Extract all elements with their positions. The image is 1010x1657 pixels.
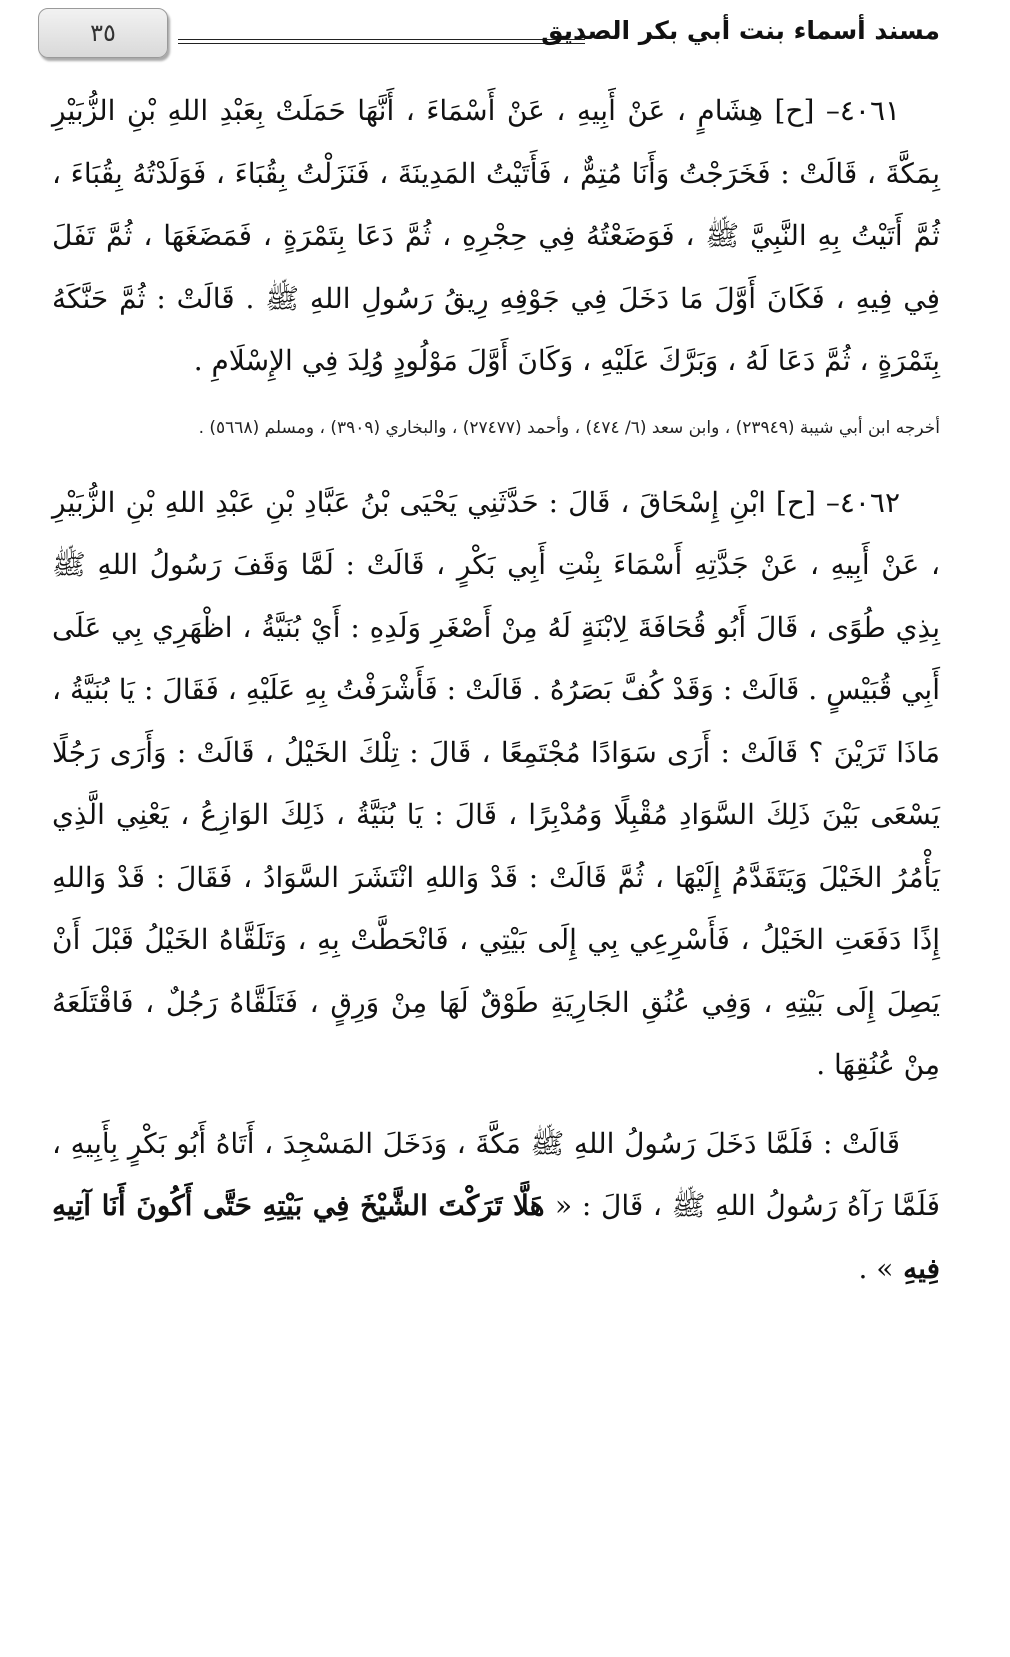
running-title: مسند أسماء بنت أبي بكر الصديق bbox=[541, 16, 940, 45]
page-header bbox=[38, 6, 940, 58]
hadith-number: ٤٠٦١ bbox=[839, 94, 901, 127]
paragraph-gap bbox=[52, 1097, 940, 1113]
hadith-text: – [ح] ابْنِ إِسْحَاقَ ، قَالَ : حَدَّثَنِي يَحْيَى بْنُ عَبَّادِ بْنِ عَبْدِ اللهِ بْنِ الزُّبَيْرِ ، عَنْ أَبِيهِ ، عَنْ جَدَّتِهِ أَسْمَاءَ بِنْتِ أَبِي بَكْرٍ ، قَالَتْ : لَمَّا وَقَفَ رَسُولُ اللهِ ﷺ بِذِي طُوًى ، قَالَ أَبُو قُحَافَةَ لِابْنَةٍ لَهُ مِنْ أَصْغَرِ وَلَدِهِ : أَيْ بُنَيَّةُ ، اظْهَرِي بِي عَلَى أَبِي قُبَيْسٍ . قَالَتْ : وَقَدْ كُفَّ بَصَرُهُ . قَالَتْ : فَأَشْرَفْتُ بِهِ عَلَيْهِ ، فَقَالَ : يَا بُنَيَّةُ ، مَاذَا تَرَيْنَ ؟ قَالَتْ : أَرَى سَوَادًا مُجْتَمِعًا ، قَالَ : تِلْكَ الخَيْلُ ، قَالَتْ : وَأَرَى رَجُلًا يَسْعَى بَيْنَ ذَلِكَ السَّوَادِ مُقْبِلًا وَمُدْبِرًا ، قَالَ : يَا بُنَيَّةُ ، ذَلِكَ الوَازِعُ ، يَعْنِي الَّذِي يَأْمُرُ الخَيْلَ وَيَتَقَدَّمُ إِلَيْهَا ، ثُمَّ قَالَتْ : قَدْ وَاللهِ انْتَشَرَ السَّوَادُ ، فَقَالَ : قَدْ وَاللهِ إِذًا دَفَعَتِ الخَيْلُ ، فَأَسْرِعِي بِي إِلَى بَيْتِي ، فَانْحَطَّتْ بِهِ ، وَتَلَقَّاهُ الخَيْلُ قَبْلَ أَنْ يَصِلَ إِلَى بَيْتِهِ ، وَفِي عُنُقِ الجَارِيَةِ طَوْقٌ لَهَا مِنْ وَرِقٍ ، فَتَلَقَّاهُ رَجُلٌ ، فَاقْتَلَعَهُ مِنْ عُنُقِهَا . bbox=[52, 485, 940, 1081]
page-body bbox=[52, 80, 940, 1300]
closing-end: » . bbox=[858, 1251, 894, 1285]
prophetic-saying: هَلَّا تَرَكْتَ الشَّيْخَ فِي بَيْتِهِ حَتَّى أَكُونَ أَنَا آتِيهِ فِيهِ bbox=[52, 1189, 940, 1285]
hadith-text: – [ح] هِشَامٍ ، عَنْ أَبِيهِ ، عَنْ أَسْمَاءَ ، أَنَّهَا حَمَلَتْ بِعَبْدِ اللهِ بْنِ الزُّبَيْرِ بِمَكَّةَ ، قَالَتْ : فَخَرَجْتُ وَأَنَا مُتِمٌّ ، فَأَتَيْتُ المَدِينَةَ ، فَنَزَلْتُ بِقُبَاءَ ، فَوَلَدْتُهُ بِقُبَاءَ ، ثُمَّ أَتَيْتُ بِهِ النَّبِيَّ ﷺ ، فَوَضَعْتُهُ فِي حِجْرِهِ ، ثُمَّ دَعَا بِتَمْرَةٍ ، فَمَضَغَهَا ، ثُمَّ تَفَلَ فِي فِيهِ ، فَكَانَ أَوَّلَ مَا دَخَلَ فِي جَوْفِهِ رِيقُ رَسُولِ اللهِ ﷺ . قَالَتْ : ثُمَّ حَنَّكَهُ بِتَمْرَةٍ ، ثُمَّ دَعَا لَهُ ، وَبَرَّكَ عَلَيْهِ ، وَكَانَ أَوَّلَ مَوْلُودٍ وُلِدَ فِي الإِسْلَامِ . bbox=[52, 94, 940, 377]
hadith-4062 bbox=[52, 472, 940, 1097]
section-gap bbox=[52, 450, 940, 472]
hadith-4061 bbox=[52, 80, 940, 393]
footnote-takhrij: أخرجه ابن أبي شيبة (٢٣٩٤٩) ، وابن سعد (٦/ ٤٧٤) ، وأحمد (٢٧٤٧٧) ، والبخاري (٣٩٠٩) ، ومسلم (٥٦٦٨) . bbox=[198, 417, 940, 438]
header-double-rule bbox=[178, 39, 585, 44]
page-number-badge bbox=[38, 8, 168, 58]
page-number: ٣٥ bbox=[90, 19, 116, 47]
closing-paragraph bbox=[52, 1113, 940, 1301]
closing-text: قَالَتْ : فَلَمَّا دَخَلَ رَسُولُ اللهِ ﷺ مَكَّةَ ، وَدَخَلَ المَسْجِدَ ، أَتَاهُ أَبُو بَكْرٍ بِأَبِيهِ ، فَلَمَّا رَآهُ رَسُولُ اللهِ ﷺ ، قَالَ : « bbox=[52, 1126, 940, 1222]
hadith-number: ٤٠٦٢ bbox=[839, 485, 900, 519]
